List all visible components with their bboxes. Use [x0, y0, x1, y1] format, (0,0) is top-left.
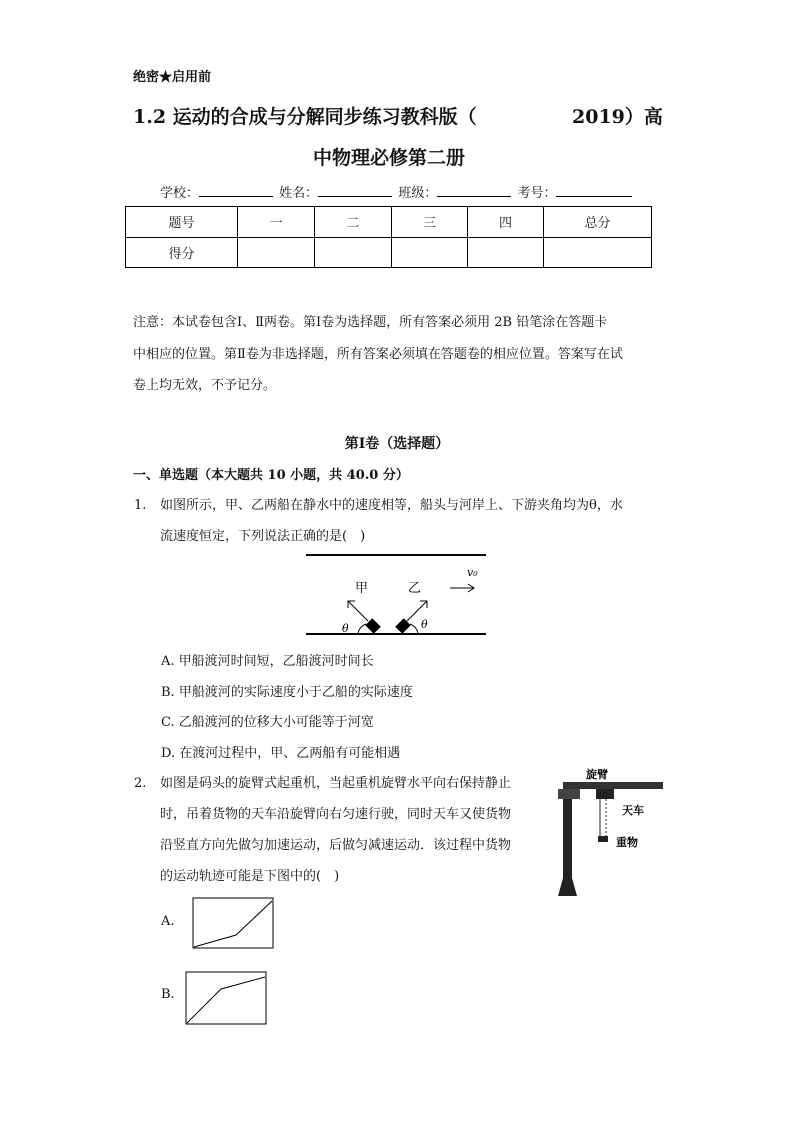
label-trolley: 天车	[622, 804, 644, 817]
trajectory-line	[187, 977, 265, 1023]
question-1-text	[160, 490, 670, 552]
label-yi: 乙	[408, 581, 422, 596]
exam-no-label: 考号：	[517, 186, 557, 201]
theta-label: θ	[421, 618, 428, 631]
question-2-text	[160, 768, 550, 892]
school-label: 学校：	[160, 186, 200, 201]
river-boats-figure	[300, 548, 495, 640]
section-title: 一、单选题（本大题共 10 小题，共 40.0 分）	[133, 468, 409, 483]
name-field[interactable]	[318, 182, 392, 197]
score-cell[interactable]	[468, 237, 544, 268]
label-v0: v₀	[467, 566, 478, 579]
option-c[interactable]: C. 乙船渡河的位移大小可能等于河宽	[161, 715, 374, 730]
trolley	[596, 789, 614, 799]
question-line: 时，吊着货物的天车沿旋臂向右匀速行驶，同时天车又使货物	[160, 807, 512, 822]
question-line: 的运动轨迹可能是下图中的( )	[160, 869, 340, 884]
question-number: 1.	[134, 498, 147, 513]
question-line: 流速度恒定，下列说法正确的是( )	[160, 529, 366, 544]
notice	[133, 307, 663, 402]
table-cell: 题号	[126, 207, 238, 238]
score-cell[interactable]	[315, 237, 392, 268]
notice-line: 中相应的位置。第Ⅱ卷为非选择题，所有答案必须填在答题卷的相应位置。答案写在试	[133, 346, 623, 362]
table-cell: 三	[392, 207, 468, 238]
trajectory-graph-a[interactable]	[192, 897, 274, 949]
angle-arc	[358, 624, 366, 634]
class-field[interactable]	[437, 182, 511, 197]
question-line: 如图是码头的旋臂式起重机，当起重机旋臂水平向右保持静止	[160, 776, 512, 791]
confidential-label: 绝密★启用前	[133, 70, 212, 85]
title-line1: 1.2 运动的合成与分解同步练习教科版（	[133, 106, 477, 128]
notice-line: 注意：本试卷包含Ⅰ、Ⅱ两卷。第Ⅰ卷为选择题，所有答案必须用 2B 铅笔涂在答题卡	[133, 315, 608, 330]
title-line2: 中物理必修第二册	[313, 147, 466, 169]
table-cell: 总分	[544, 207, 652, 238]
part1-title: 第Ⅰ卷（选择题）	[344, 436, 450, 452]
option-d[interactable]: D. 在渡河过程中，甲、乙两船有可能相遇	[161, 746, 401, 761]
table-cell: 二	[315, 207, 392, 238]
trajectory-graph-b[interactable]	[185, 971, 267, 1025]
label-jia: 甲	[355, 581, 369, 596]
crane-counterweight	[558, 789, 580, 799]
school-field[interactable]	[199, 182, 273, 197]
table-cell: 一	[238, 207, 315, 238]
option-b[interactable]: B. 甲船渡河的实际速度小于乙船的实际速度	[161, 685, 413, 700]
question-line: 沿竖直方向先做匀加速运动，后做匀减速运动．该过程中货物	[160, 838, 512, 853]
score-cell[interactable]	[544, 237, 652, 268]
crane-figure	[550, 762, 670, 896]
title-line1-end: 2019）高	[572, 106, 663, 128]
student-info	[160, 182, 634, 201]
score-table	[125, 206, 652, 268]
option-b[interactable]: B.	[161, 987, 175, 1002]
name-label: 姓名：	[279, 186, 319, 201]
crane-base	[558, 878, 577, 896]
theta-label: θ	[342, 622, 349, 635]
boat-jia	[348, 601, 381, 634]
question-number: 2.	[134, 776, 147, 791]
option-a[interactable]: A. 甲船渡河时间短，乙船渡河时间长	[161, 654, 374, 669]
weight-block	[598, 836, 608, 842]
score-cell[interactable]	[238, 237, 315, 268]
exam-no-field[interactable]	[556, 182, 632, 197]
table-cell: 四	[468, 207, 544, 238]
trajectory-line	[194, 901, 272, 947]
score-cell[interactable]	[392, 237, 468, 268]
label-weight: 重物	[616, 836, 638, 849]
current-arrow-icon	[450, 584, 474, 592]
table-row	[126, 237, 652, 268]
label-arm: 旋臂	[586, 768, 608, 781]
option-a[interactable]: A.	[161, 914, 175, 929]
notice-line: 卷上均无效，不予记分。	[133, 378, 277, 393]
table-cell: 得分	[126, 237, 238, 268]
table-row	[126, 207, 652, 238]
class-label: 班级：	[398, 186, 438, 201]
question-line: 如图所示，甲、乙两船在静水中的速度相等，船头与河岸上、下游夹角均为θ，水	[160, 498, 623, 513]
crane-arm	[563, 782, 663, 789]
angle-arc	[410, 624, 418, 634]
